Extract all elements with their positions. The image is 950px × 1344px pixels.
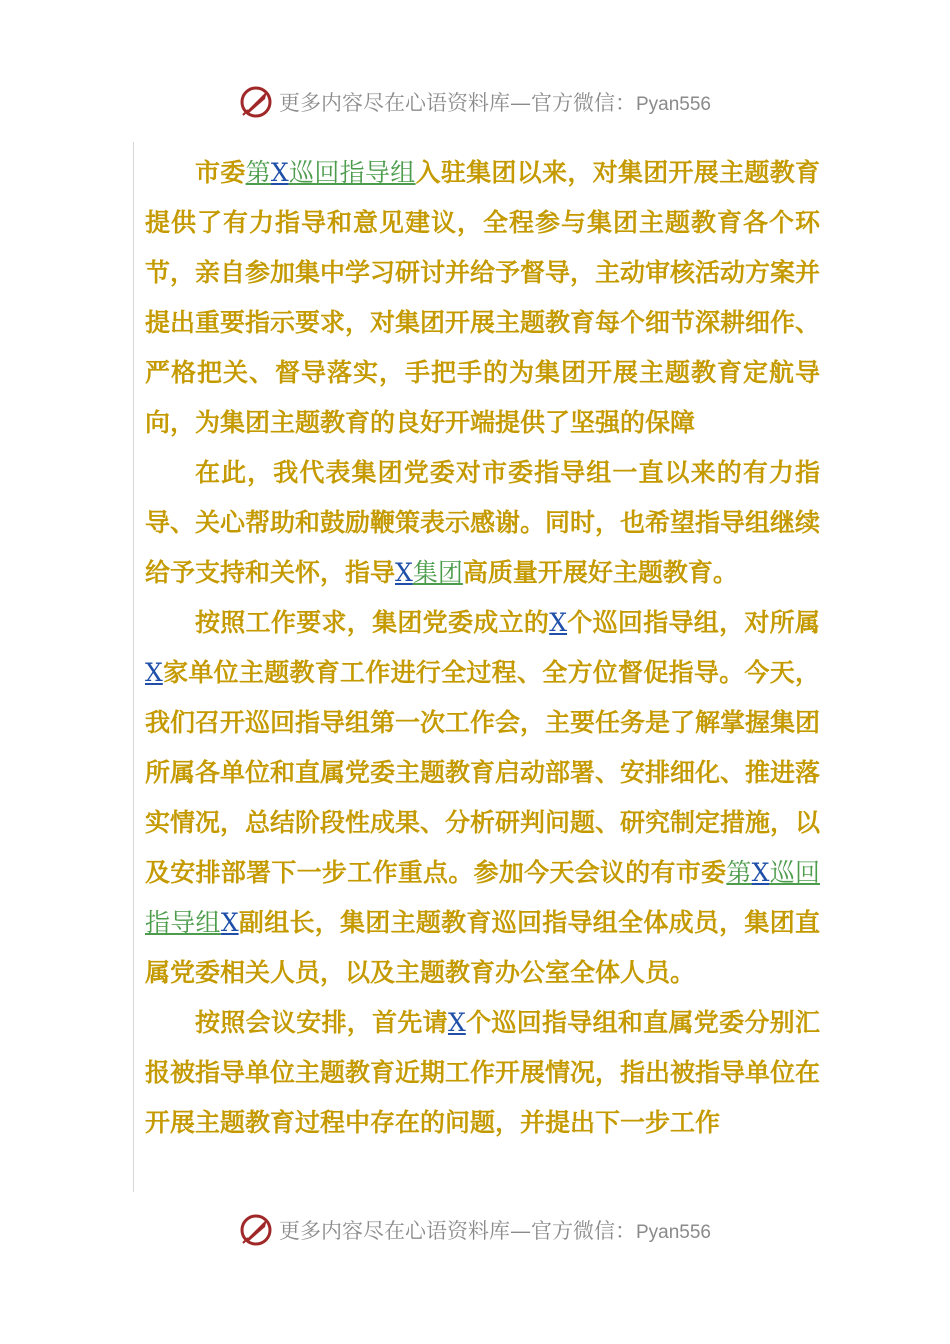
paragraph-text: 按照工作要求，集团党委成立的: [195, 608, 550, 637]
pen-logo-icon: [239, 1213, 273, 1247]
hyperlink-text[interactable]: 第: [726, 858, 752, 887]
paragraph-text: 市委: [195, 158, 246, 187]
hyperlink-text[interactable]: 第: [245, 158, 271, 187]
paragraph-text: 个巡回指导组，对所属: [567, 608, 820, 637]
footer-watermark: [0, 1210, 950, 1250]
paragraph: [145, 148, 820, 448]
paragraph-text: 个巡回指导组和直属党委分别汇报被指导单位主题教育近期工作开展情况，指出被指导单位在开展主题教育过程中存在的问题，并提出下一步工作: [145, 1008, 821, 1137]
paragraph: [145, 448, 820, 598]
hyperlink-text[interactable]: 巡回指导组: [145, 858, 820, 937]
header-watermark: [0, 82, 950, 122]
hyperlink-placeholder[interactable]: X: [145, 658, 163, 687]
document-body: [145, 148, 820, 1148]
hyperlink-placeholder[interactable]: X: [549, 608, 567, 637]
paragraph: [145, 598, 820, 998]
hyperlink-text[interactable]: 巡回指导组: [288, 158, 416, 187]
paragraph-text: 副组长，集团主题教育巡回指导组全体成员，集团直属党委相关人员，以及主题教育办公室全体人员。: [145, 908, 820, 987]
pen-logo-icon: [239, 85, 273, 119]
footer-banner-text: 更多内容尽在心语资料库—官方微信：Pyan556: [278, 1219, 711, 1243]
hyperlink-placeholder[interactable]: X: [751, 858, 770, 887]
hyperlink-placeholder[interactable]: X: [447, 1008, 466, 1037]
hyperlink-placeholder[interactable]: X: [270, 158, 289, 187]
paragraph-text: 按照会议安排，首先请: [195, 1008, 448, 1037]
hyperlink-text[interactable]: 集团: [412, 558, 463, 587]
hyperlink-placeholder[interactable]: X: [395, 558, 413, 587]
paragraph: [145, 998, 820, 1148]
left-margin-line: [133, 142, 134, 1192]
paragraph-text: 高质量开展好主题教育。: [462, 558, 738, 587]
paragraph-text: 家单位主题教育工作进行全过程、全方位督促指导。今天，我们召开巡回指导组第一次工作会，主要任务是了解掌握集团所属各单位和直属党委主题教育启动部署、安排细化、推进落实情况，总结阶段性成果、分析研判问题、研究制定措施，以及安排部署下一步工作重点。参加今天会议的有市委: [145, 658, 821, 887]
hyperlink-placeholder[interactable]: X: [220, 908, 239, 937]
paragraph-text: 在此，我代表集团党委对市委指导组一直以来的有力指导、关心帮助和鼓励鞭策表示感谢。同时，也希望指导组继续给予支持和关怀，指导: [145, 458, 821, 587]
header-banner-text: 更多内容尽在心语资料库—官方微信：Pyan556: [278, 91, 711, 115]
paragraph-text: 入驻集团以来，对集团开展主题教育提供了有力指导和意见建议，全程参与集团主题教育各个环节，亲自参加集中学习研讨并给予督导，主动审核活动方案并提出重要指示要求，对集团开展主题教育每个细节深耕细作、严格把关、督导落实，手把手的为集团开展主题教育定航导向，为集团主题教育的良好开端提供了坚强的保障: [145, 158, 821, 437]
